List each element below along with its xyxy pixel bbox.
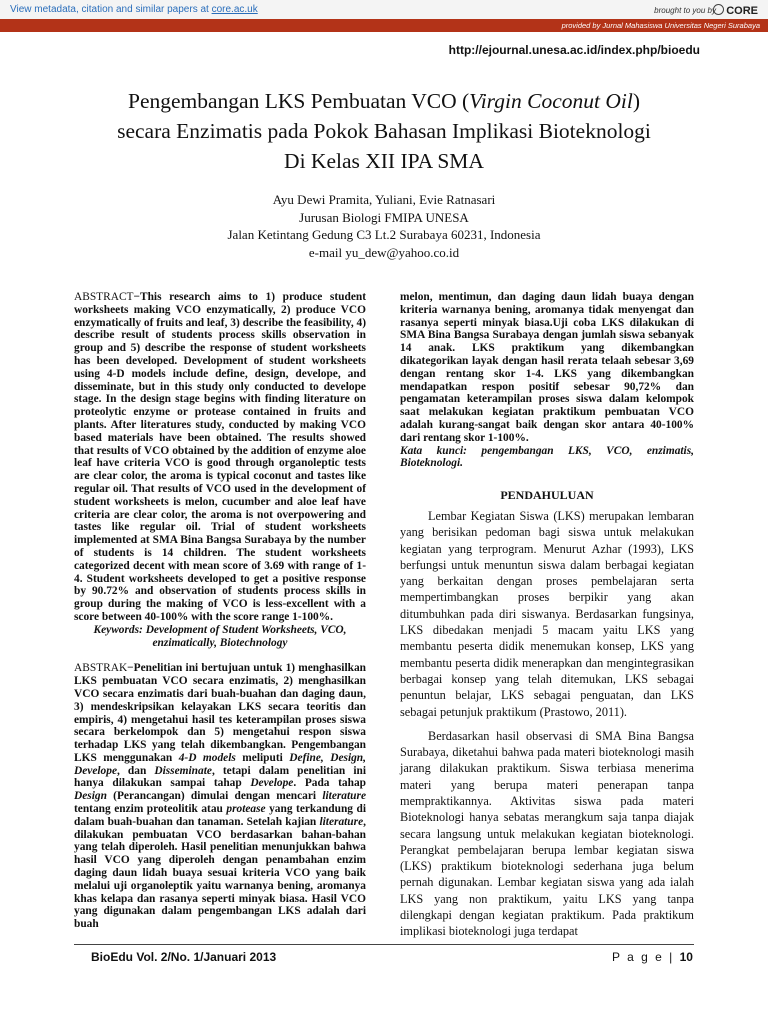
page-label: P a g e |: [612, 950, 675, 964]
core-metadata-link[interactable]: [10, 4, 258, 15]
footer-divider: [74, 944, 694, 945]
author-names: Ayu Dewi Pramita, Yuliani, Evie Ratnasari: [272, 192, 496, 207]
author-address: Jalan Ketintang Gedung C3 Lt.2 Surabaya 60231, Indonesia: [227, 227, 541, 243]
footer-journal-info: BioEdu Vol. 2/No. 1/Januari 2013: [91, 950, 277, 964]
abstract-text: −This research aims to 1) produce student worksheets making VCO enzymatically, 2) produce VCO enzymatically of fruits and leaf, 3) describe the feasibility, 4) describe result of students process skills observation in group and 5) describe the response of student worksheets has been developed. Development of student worksheets using 4-D models include define, design, develope, and disseminate, but in this study only conducted to develope stage. In the design stage begins with finding literature on proteolytic enzyme or protease contained in fruits and plants. After literatures study, conducted by making VCO based materials have been obtained. The results showed that results of VCO obtained by the addition of enzyme aloe leaf have criteria VCO is good through organoleptic tests are clear color, the aroma is typical coconut and tastes like regular oil. That results of VCO used in the development of student worksheets is melon, cucumber and aloe leaf have criteria are clear color, the aroma is not overpowering and tastes like regular oil. Trial of student worksheets implemented at SMA Bina Bangsa Surabaya by the number of students is 14 children. The student worksheets categorized decent with mean score of 3.69 with range of 1-4. Student worksheets developed to get a positive response by 90.72% and observation of students process skills in group during the making of VCO is less-excellent with a score between 40-100% with the score range 1-100%.: [74, 291, 367, 623]
journal-url: http://ejournal.unesa.ac.id/index.php/bioedu: [448, 43, 700, 57]
author-block: [60, 191, 708, 261]
title-line-1: Pengembangan LKS Pembuatan VCO (Virgin Coconut Oil): [128, 89, 640, 113]
keywords-english: Keywords: Development of Student Worksheets, VCO, enzimatically, Biotechnology: [93, 623, 347, 649]
pendahuluan-paragraph-1: Lembar Kegiatan Siswa (LKS) merupakan lembaran yang berisikan pedoman bagi siswa untuk melakukan kegiatan yang terprogram. Menurut Azhar (1993), LKS berfungsi untuk menuntun siswa dalam berbagai kegiatan yang berkaitan dengan proses pembelajaran serta mempertimbangkan proses berpikir yang akan ditumbuhkan pada diri siswanya. Berdasarkan fungsinya, LKS dibedakan menjadi 5 macam yaitu LKS yang membantu peserta didik menemukan konsep, LKS yang membantu peserta didik menerapkan dan mengintegrasikan berbagai konsep yang telah ditemukan, LKS sebagai penuntun belajar, LKS sebagai penguatan, dan LKS sebagai petunjuk praktikum (Prastowo, 2011).: [400, 508, 694, 719]
core-link-text: View metadata, citation and similar papers at: [10, 4, 209, 15]
page-number: 10: [679, 950, 693, 964]
abstrak-continued: melon, mentimun, dan daging daun lidah buaya dengan kriteria warnanya bening, aromanya tidak menyengat dan rasanya seperti minyak biasa.Uji coba LKS dilakukan di SMA Bina Bangsa Surabaya dengan jumlah siswa sebanyak 14 anak. LKS praktikum yang dikembangkan dikategorikan layak dengan hasil rerata telaah sebesar 3,69 dengan rentang skor 1-4. LKS yang dikembangkan mendapatkan respon positif sebesar 90,72% dan pengamatan keterampilan proses siswa dalam kelompok saat melakukan kegiatan praktikum pembuatan VCO adalah kurang-sangat baik dengan skor antara 40-100% dari rentang skor 1-100%.: [400, 291, 694, 444]
brought-by-text: brought to you by: [654, 6, 716, 15]
core-logo[interactable]: [713, 4, 758, 17]
section-heading-pendahuluan: PENDAHULUAN: [500, 488, 594, 503]
author-email: e-mail yu_dew@yahoo.co.id: [308, 244, 460, 260]
left-column: [74, 291, 366, 931]
right-column: [400, 291, 694, 940]
paper-title: [60, 86, 708, 176]
abstrak-indonesian: ABSTRAK−Penelitian ini bertujuan untuk 1) menghasilkan LKS pembuatan VCO secara enzimatis, 2) menghasilkan VCO secara enzimatis dari buah-buahan dan daging daun, 3) mendeskripsikan kelayakan LKS secara teoritis dan empiris, 4) mengetahui hasil tes keterampilan proses siswa secara berkelompok dan 5) mengetahui respon siswa terhadap LKS yang telah dikembangkan. Pengembangan LKS menggunakan 4-D models meliputi Define, Design, Develope, dan Disseminate, tetapi dalam penelitian ini hanya dilakukan sampai tahap Develope. Pada tahap Design (Perancangan) dimulai dengan mencari literature tentang enzim proteolitik atau protease yang terkandung di dalam buah-buahan dan tanaman. Setelah kajian literature, dilakukan pembuatan VCO berdasarkan bahan-bahan yang telah diperoleh. Hasil penelitian menunjukkan bahwa hasil VCO yang diperoleh dengan penambahan enzim daging daun lidah buaya sesuai kriteria VCO yang baik melalui uji organoleptik yaitu warnanya bening, aromanya khas kelapa dan rasanya seperti minyak biasa. Hasil VCO yang digunakan dalam pengembangan LKS adalah dari buah: [74, 662, 366, 931]
title-line-2: secara Enzimatis pada Pokok Bahasan Implikasi Bioteknologi: [117, 119, 651, 143]
core-banner: [0, 0, 768, 32]
footer-page: [612, 950, 693, 964]
keywords-indonesian: Kata kunci: pengembangan LKS, VCO, enzimatis, Bioteknologi.: [400, 444, 694, 470]
pendahuluan-paragraph-2: Berdasarkan hasil observasi di SMA Bina Bangsa Surabaya, diketahui bahwa pada materi bioteknologi masih jarang dilakukan praktikum. Siswa terbiasa menerima materi yang berupa materi penerapan tanpa mempraktikannya. Aktivitas siswa pada materi Bioteknologi hanya sebatas merangkum saja tanpa diajak secara langsung untuk melakukan kegiatan bioteknologi. Perangkat pembelajaran berupa lembar kegiatan siswa (LKS) praktikum bioteknologi sederhana juga belum pernah digunakan. Lembar kegiatan siswa yang ada ialah LKS yang non praktikum, yaitu LKS yang tanpa dilengkapi dengan kegiatan praktikum. Pada praktikum implikasi bioteknologi juga terdapat: [400, 728, 694, 939]
title-line-3: Di Kelas XII IPA SMA: [284, 149, 484, 173]
core-link-domain: core.ac.uk: [211, 4, 258, 15]
core-logo-text: CORE: [726, 5, 758, 17]
core-logo-icon: [713, 4, 724, 15]
author-department: Jurusan Biologi FMIPA UNESA: [299, 209, 469, 225]
abstract-label: ABSTRACT: [74, 291, 134, 303]
provided-by-text: provided by Jurnal Mahasiswa Universitas Negeri Surabaya: [561, 21, 760, 30]
abstract-english: [74, 291, 366, 624]
abstrak-label: ABSTRAK: [74, 662, 128, 675]
